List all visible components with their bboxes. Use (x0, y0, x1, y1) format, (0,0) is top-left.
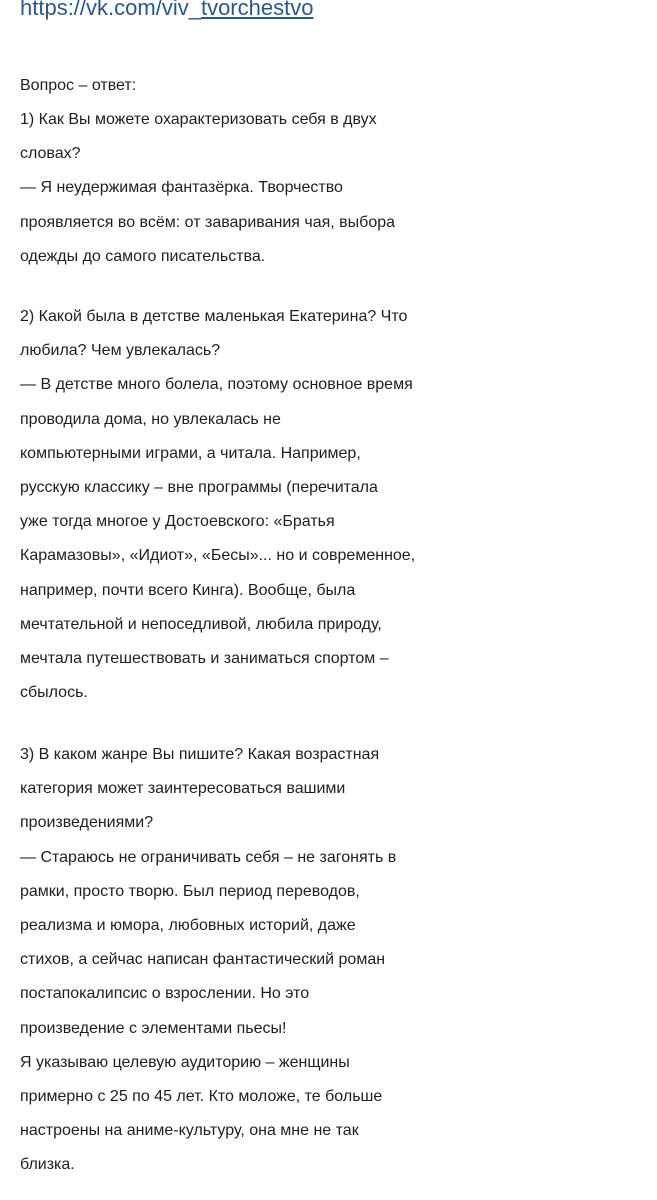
text-line: русскую классику – вне программы (перечитала (20, 478, 378, 496)
question-3-block (20, 746, 396, 1190)
text-line: рамки, просто творю. Был период переводов, (20, 882, 360, 900)
post-heading: Вопрос – ответ: (20, 77, 137, 94)
vk-link-underlined: tvorchestvo (200, 0, 314, 20)
text-line: близка. (20, 1156, 75, 1174)
text-line: произведениями? (20, 814, 154, 832)
text-line: Карамазовы», «Идиот», «Бесы»... но и современное, (20, 547, 416, 565)
text-line: — В детстве много болела, поэтому основное время (20, 376, 413, 394)
text-line: проявляется во всём: от заваривания чая, выбора (20, 213, 396, 231)
text-line: 2) Какой была в детстве маленькая Екатерина? Что (20, 308, 408, 325)
text-line: например, почти всего Кинга). Вообще, была (20, 581, 356, 599)
text-line: любила? Чем увлекалась? (20, 342, 221, 360)
text-line: примерно с 25 по 45 лет. Кто моложе, те больше (20, 1087, 383, 1105)
question-2-block (20, 308, 415, 718)
text-line: мечтала путешествовать и заниматься спортом – (20, 649, 389, 667)
text-line: компьютерными играми, а читала. Например, (20, 444, 361, 462)
text-line: постапокалипсис о взрослении. Но это (20, 985, 310, 1003)
text-line: словах? (20, 145, 81, 163)
post-heading-block (20, 77, 136, 111)
text-line: реализма и юмора, любовных историй, даже (20, 916, 356, 934)
text-line: произведение с элементами пьесы! (20, 1019, 287, 1037)
text-line: настроены на аниме-культуру, она мне не так (20, 1122, 359, 1140)
vk-link[interactable] (20, 0, 313, 25)
vk-link-prefix: https://vk.com/viv_ (20, 0, 201, 20)
text-line: Я указываю целевую аудиторию – женщины (20, 1053, 350, 1071)
text-line: уже тогда многое у Достоевского: «Братья (20, 513, 335, 531)
text-line: — Я неудержимая фантазёрка. Творчество (20, 179, 343, 197)
question-1-block (20, 111, 395, 282)
text-line: 1) Как Вы можете охарактеризовать себя в двух (20, 111, 377, 128)
text-line: проводила дома, но увлекалась не (20, 410, 281, 428)
text-line: 3) В каком жанре Вы пишите? Какая возрастная (20, 746, 380, 763)
text-line: категория может заинтересоваться вашими (20, 780, 346, 798)
text-line: мечтательной и непоседливой, любила природу, (20, 615, 382, 633)
text-line: стихов, а сейчас написан фантастический роман (20, 951, 386, 969)
text-line: одежды до самого писательства. (20, 247, 266, 265)
text-line: — Стараюсь не ограничивать себя – не загонять в (20, 848, 397, 866)
text-line: сбылось. (20, 684, 88, 702)
